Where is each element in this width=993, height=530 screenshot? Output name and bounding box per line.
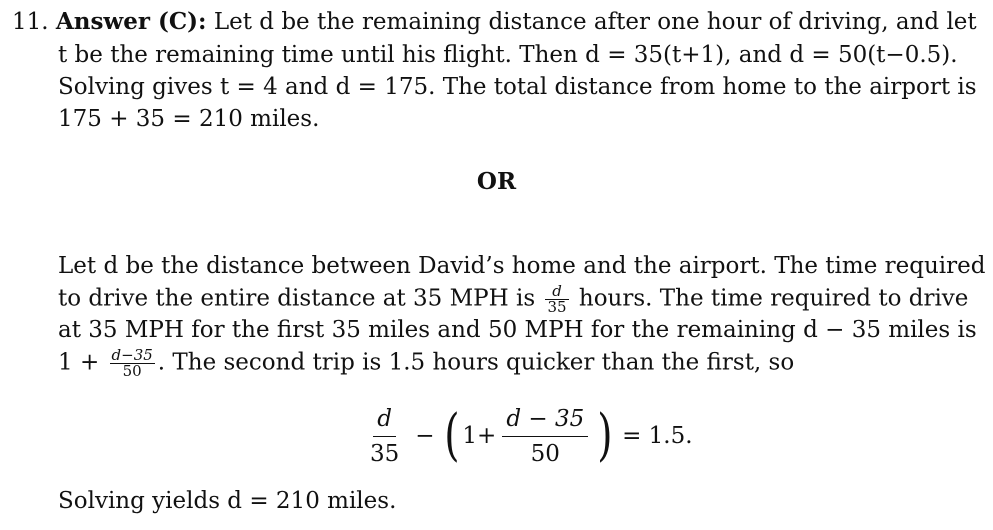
para2-line2-b: hours. The time required to drive [578, 285, 969, 312]
para2-line4-b: . The second trip is 1.5 hours quicker than the first, so [157, 349, 795, 376]
para1-line3: Solving gives t = 4 and d = 175. The total distance from home to the airport is [58, 74, 977, 100]
problem-line-1 [12, 8, 977, 36]
fraction-denominator: 50 [122, 362, 142, 380]
equation-fraction-1-denominator: 35 [370, 440, 400, 467]
fraction-numerator: d−35 [111, 346, 153, 364]
fraction-numerator: d [545, 284, 568, 300]
para2-line2 [58, 284, 968, 315]
equation-rhs: = 1.5. [622, 423, 693, 449]
fraction-d-minus-35-over-50 [110, 348, 155, 379]
equation-one-plus: 1+ [462, 423, 497, 449]
equation-fraction-1-numerator: d [373, 406, 396, 437]
equation-minus: − [415, 423, 435, 449]
para2-line4 [58, 348, 794, 379]
equation-fraction-2 [502, 406, 588, 467]
para1-line1-text: Let d be the remaining distance after one hour of driving, and let [213, 9, 977, 35]
para2-line4-a: 1 + [58, 349, 100, 376]
display-equation [360, 398, 699, 474]
fraction-denominator: 35 [547, 298, 567, 316]
problem-number: 11. [12, 9, 49, 35]
equation-fraction-2-numerator: d − 35 [502, 406, 588, 437]
equation-fraction-1 [366, 406, 403, 467]
para2-line1: Let d be the distance between David’s home and the airport. The time required [58, 253, 986, 279]
equation-open-paren: ( [443, 403, 460, 468]
para2-line2-a: to drive the entire distance at 35 MPH is [58, 285, 536, 312]
equation-close-paren: ) [597, 403, 613, 468]
para1-line4: 175 + 35 = 210 miles. [58, 106, 320, 132]
para2-line3: at 35 MPH for the first 35 miles and 50 MPH for the remaining d − 35 miles is [58, 317, 977, 343]
para1-line2: t be the remaining time until his flight. Then d = 35(t+1), and d = 50(t−0.5). [58, 42, 958, 68]
equation-fraction-2-denominator: 50 [530, 440, 560, 467]
conclusion-line: Solving yields d = 210 miles. [58, 488, 397, 514]
fraction-d-over-35 [545, 284, 568, 315]
or-divider: OR [476, 168, 517, 195]
answer-label: Answer (C): [55, 8, 207, 35]
